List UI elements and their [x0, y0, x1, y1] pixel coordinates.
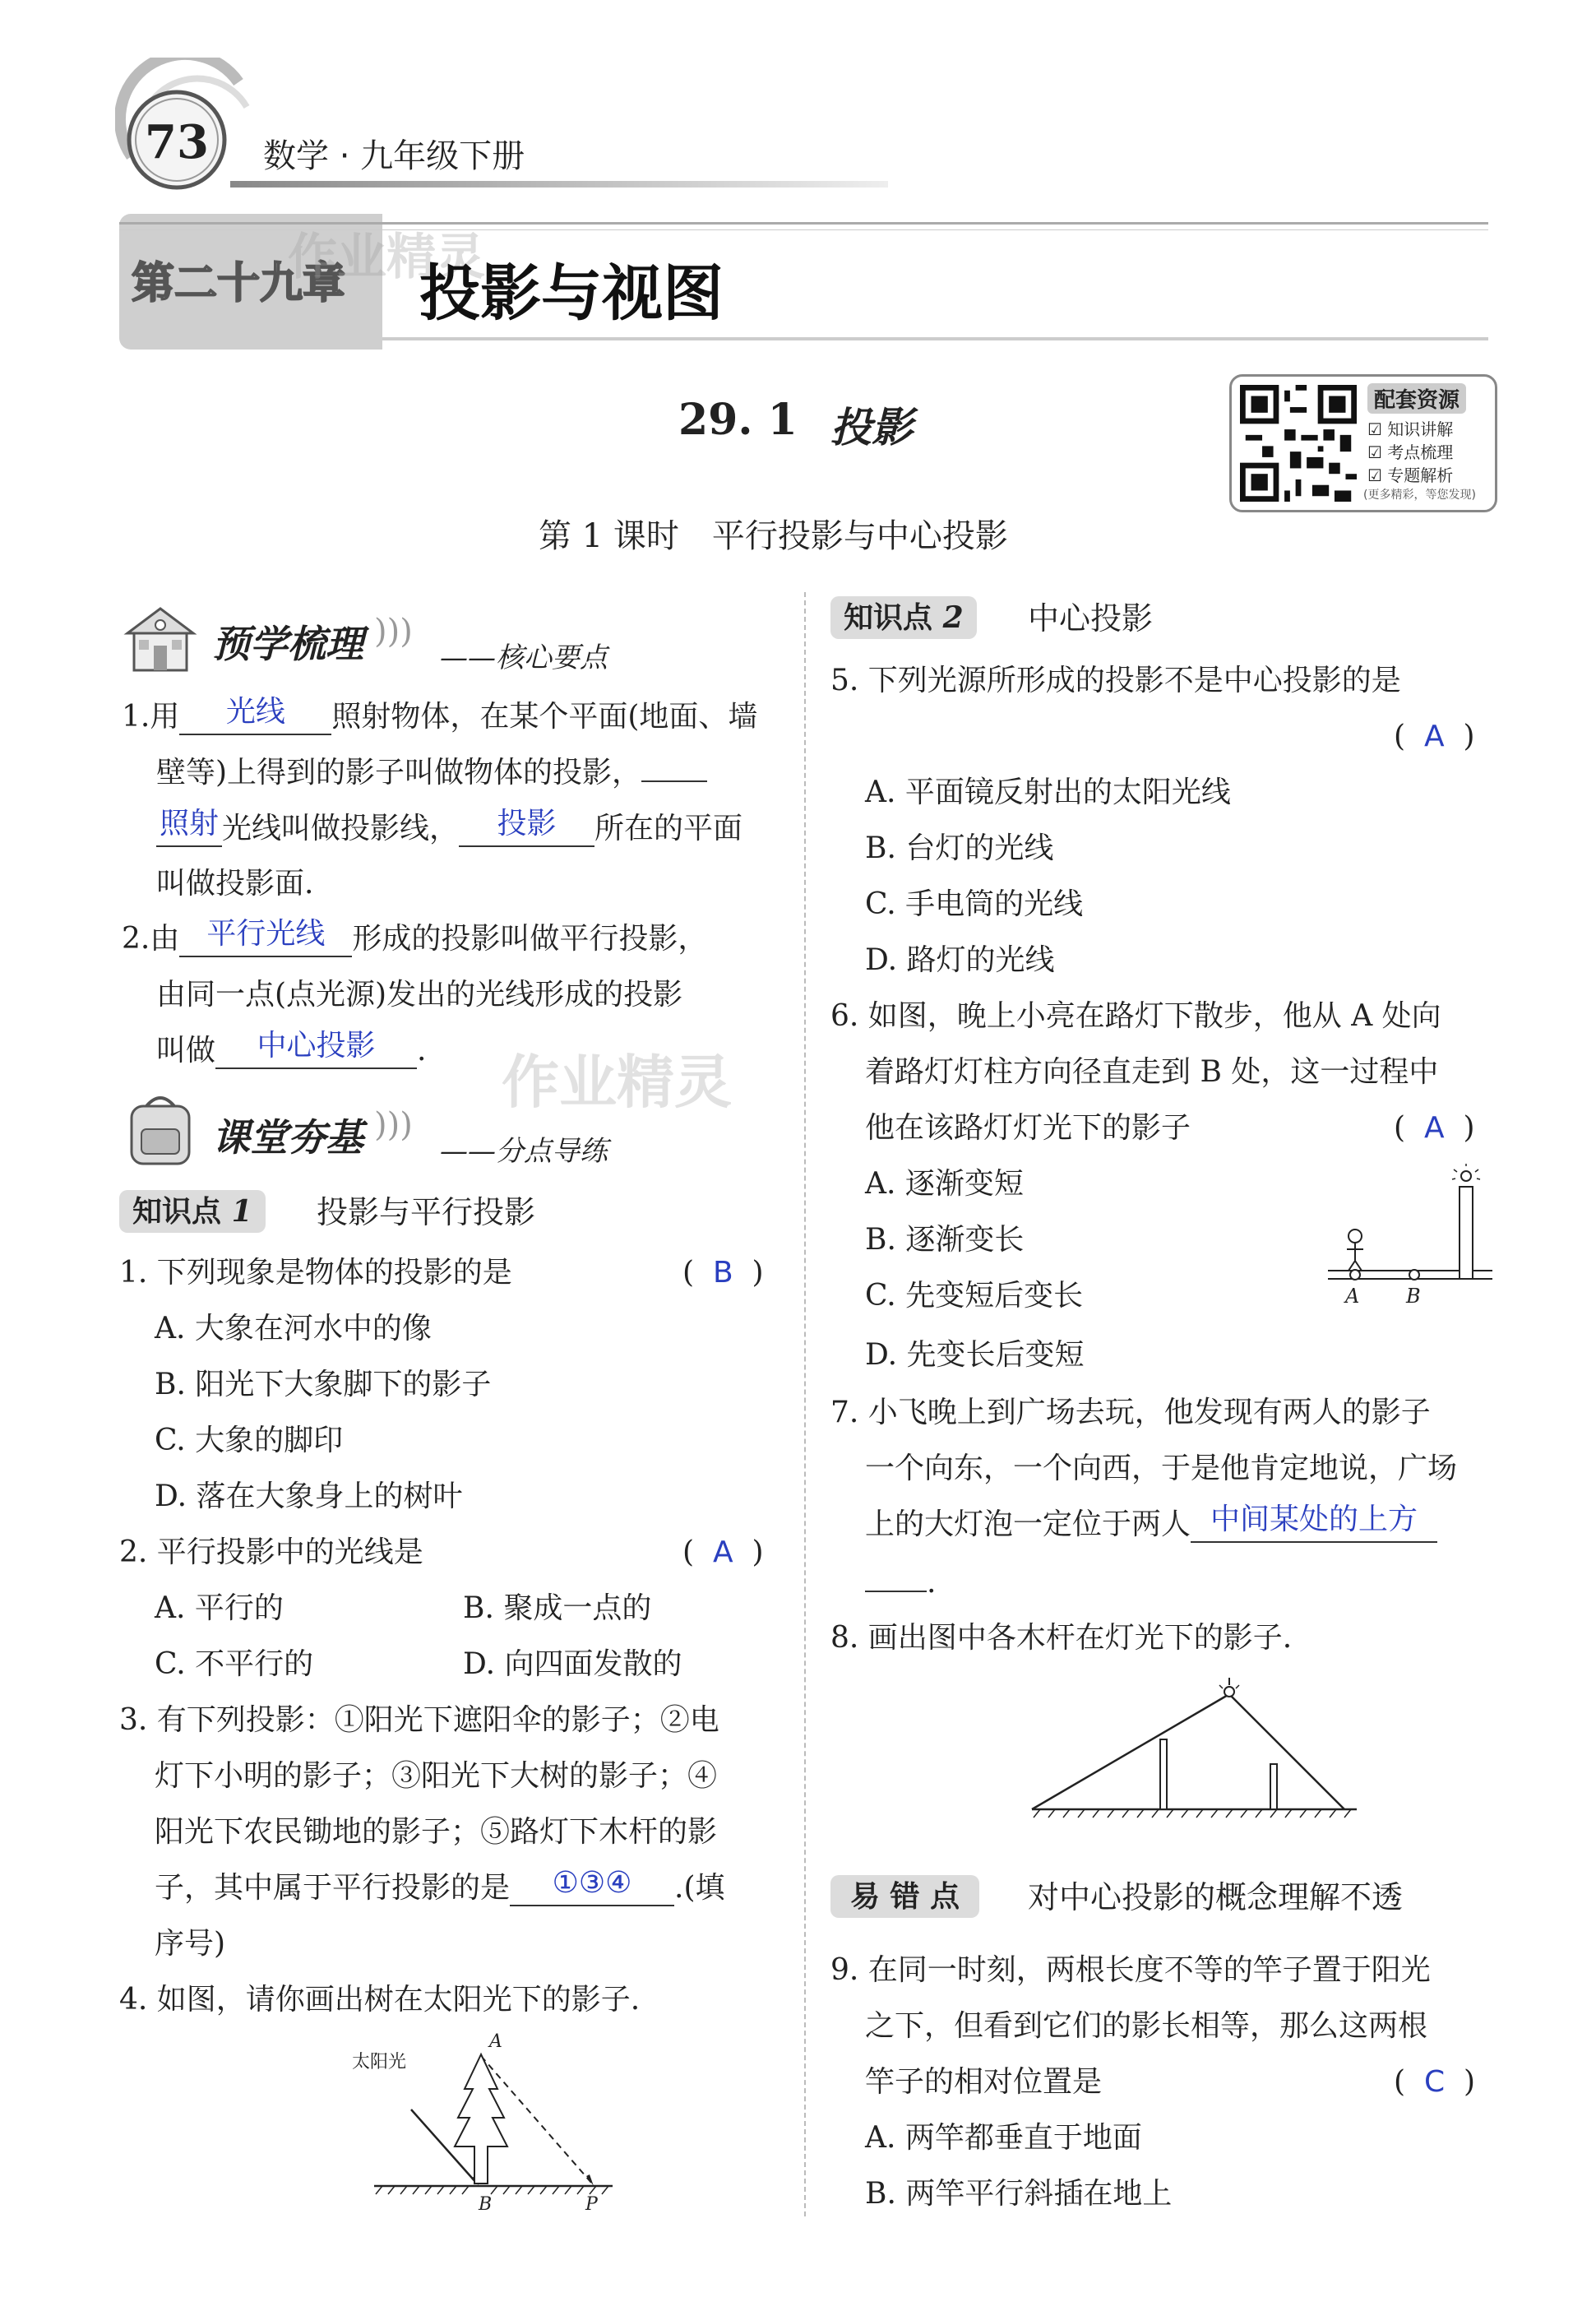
q7-line2: 一个向东，一个向西，于是他肯定地说，广场	[865, 1452, 1458, 1485]
kp2-badge: 知识点 2	[830, 596, 977, 639]
q5-option-c[interactable]: C. 手电筒的光线	[865, 887, 1084, 921]
qr-box[interactable]	[1229, 374, 1497, 512]
q2-stem: 2. 平行投影中的光线是	[119, 1535, 423, 1569]
preview-title: 预学梳理	[212, 622, 363, 666]
q1-option-d[interactable]: D. 落在大象身上的树叶	[155, 1480, 463, 1513]
watermark-top: 作业精灵	[288, 229, 485, 286]
preview-q1-line2: 壁等)上得到的影子叫做物体的投影，	[156, 757, 707, 790]
q5-answer: ( A )	[1394, 720, 1475, 753]
backpack-icon	[123, 1090, 197, 1168]
preview-q2-line2: 由同一点(点光源)发出的光线形成的投影	[156, 978, 683, 1012]
q3-line3: 阳光下农民锄地的影子；⑤路灯下木杆的影	[155, 1815, 718, 1849]
q4-sun-label: 太阳光	[352, 2052, 407, 2072]
lesson-title: 第 1 课时 平行投影与中心投影	[539, 517, 1008, 555]
q7-line1: 7. 小飞晚上到广场去玩，他发现有两人的影子	[830, 1396, 1431, 1429]
q7-line3: 上的大灯泡一定位于两人 中间某处的上方	[865, 1508, 1437, 1543]
q6-option-d[interactable]: D. 先变长后变短	[865, 1338, 1085, 1372]
q4-stem: 4. 如图，请你画出树在太阳光下的影子.	[119, 1983, 641, 2017]
q6-line3: 他在该路灯灯光下的影子	[865, 1111, 1191, 1145]
q7-answer: 中间某处的上方	[1210, 1503, 1418, 1536]
preview-q1-answer2: 照射	[159, 807, 219, 841]
q6-line1: 6. 如图，晚上小亮在路灯下散步，他从 A 处向	[830, 999, 1441, 1033]
qr-item-3: ☑ 专题解析	[1367, 465, 1454, 485]
q6-option-b[interactable]: B. 逐渐变长	[865, 1223, 1025, 1257]
q4-label-p: P	[585, 2194, 598, 2215]
q1-stem: 1. 下列现象是物体的投影的是	[119, 1256, 512, 1290]
kp2-title: 中心投影	[1028, 600, 1154, 637]
q6-option-c[interactable]: C. 先变短后变长	[865, 1279, 1084, 1313]
q9-line1: 9. 在同一时刻，两根长度不等的竿子置于阳光	[830, 1953, 1431, 1987]
page-number: 73	[145, 115, 209, 169]
kp1-title: 投影与平行投影	[317, 1194, 536, 1230]
q2-option-a[interactable]: A. 平行的	[155, 1591, 284, 1625]
q6-line2: 着路灯灯柱方向径直走到 B 处，这一过程中	[865, 1055, 1439, 1089]
q9-option-b[interactable]: B. 两竿平行斜插在地上	[865, 2177, 1173, 2211]
classroom-wave-icon: )))	[374, 1106, 413, 1144]
q3-line5: 序号)	[155, 1927, 226, 1961]
preview-q2-line1: 2.由 平行光线 形成的投影叫做平行投影，	[122, 917, 708, 956]
q3-line4: 子，其中属于平行投影的是 ①③④ .(填	[155, 1866, 725, 1905]
q2-option-c[interactable]: C. 不平行的	[155, 1647, 314, 1681]
section-title: 投影	[830, 403, 913, 452]
preview-q1-line4: 叫做投影面.	[156, 867, 314, 901]
book-title: 数学 · 九年级下册	[263, 137, 525, 175]
qr-code-icon[interactable]	[1240, 385, 1357, 502]
q6-option-a[interactable]: A. 逐渐变短	[865, 1167, 1024, 1201]
q9-line2: 之下，但看到它们的影长相等，那么这两根	[865, 2009, 1428, 2043]
chapter-label: 第二十九章	[132, 259, 346, 308]
q8-stem: 8. 画出图中各木杆在灯光下的影子.	[830, 1621, 1293, 1655]
preview-q1-line3: 照射 光线叫做投影线， 投影 所在的平面	[156, 813, 742, 847]
header-rule	[230, 181, 888, 188]
q9-answer: ( C )	[1394, 2065, 1476, 2099]
error-point-badge: 易 错 点	[830, 1875, 979, 1918]
q9-option-a[interactable]: A. 两竿都垂直于地面	[865, 2121, 1142, 2155]
preview-q1-line1: 1.用 光线 照射物体，在某个平面(地面、墙	[122, 695, 758, 734]
column-divider	[804, 592, 806, 2216]
q5-option-a[interactable]: A. 平面镜反射出的太阳光线	[865, 776, 1231, 809]
q1-option-b[interactable]: B. 阳光下大象脚下的影子	[155, 1368, 492, 1401]
preview-q1-answer1: 光线	[225, 695, 285, 729]
classroom-subtitle: ——分点导练	[440, 1135, 608, 1168]
q3-answer: ①③④	[552, 1866, 632, 1900]
kp1-badge: 知识点 1	[119, 1190, 266, 1233]
qr-note: (更多精彩，等您发现)	[1363, 489, 1476, 502]
preview-q2-answer2: 中心投影	[257, 1029, 376, 1063]
error-point-title: 对中心投影的概念理解不透	[1028, 1879, 1404, 1915]
chapter-rule-bottom	[382, 337, 1488, 340]
q1-option-a[interactable]: A. 大象在河水中的像	[155, 1312, 432, 1345]
qr-box-title: 配套资源	[1367, 383, 1466, 414]
watermark-middle: 作业精灵	[502, 1049, 732, 1116]
q1-option-c[interactable]: C. 大象的脚印	[155, 1424, 344, 1457]
q5-option-d[interactable]: D. 路灯的光线	[865, 943, 1055, 977]
section-number: 29. 1	[678, 395, 798, 445]
q3-line2: 灯下小明的影子；③阳光下大树的影子；④	[155, 1759, 718, 1793]
q6-answer: ( A )	[1394, 1111, 1475, 1145]
q4-label-a: A	[489, 2031, 502, 2052]
preview-q2-line3: 叫做 中心投影 .	[156, 1029, 427, 1067]
q2-option-d[interactable]: D. 向四面发散的	[463, 1647, 682, 1681]
q8-poles-figure	[1007, 1674, 1369, 1826]
q5-option-b[interactable]: B. 台灯的光线	[865, 831, 1054, 865]
preview-wave-icon: )))	[374, 613, 413, 651]
q1-answer: ( B )	[682, 1256, 764, 1290]
classroom-title: 课堂夯基	[212, 1115, 363, 1160]
qr-item-1: ☑ 知识讲解	[1367, 419, 1454, 439]
q5-stem: 5. 下列光源所形成的投影不是中心投影的是	[830, 664, 1401, 697]
q2-answer: ( A )	[682, 1535, 764, 1569]
q3-line1: 3. 有下列投影：①阳光下遮阳伞的影子；②电	[119, 1703, 719, 1737]
chapter-title: 投影与视图	[419, 258, 724, 329]
preview-subtitle: ——核心要点	[440, 641, 608, 674]
preview-q1-answer3: 投影	[497, 807, 557, 841]
q6-label-b: B	[1406, 1285, 1421, 1308]
page-header	[107, 58, 1505, 222]
q4-label-b: B	[479, 2194, 493, 2215]
q9-line3: 竿子的相对位置是	[865, 2065, 1103, 2099]
q2-option-b[interactable]: B. 聚成一点的	[463, 1591, 652, 1625]
preview-q2-answer1: 平行光线	[206, 917, 326, 951]
q6-label-a: A	[1345, 1285, 1360, 1308]
qr-item-2: ☑ 考点梳理	[1367, 442, 1454, 462]
q7-line4: .	[865, 1567, 936, 1600]
school-icon	[119, 600, 201, 674]
